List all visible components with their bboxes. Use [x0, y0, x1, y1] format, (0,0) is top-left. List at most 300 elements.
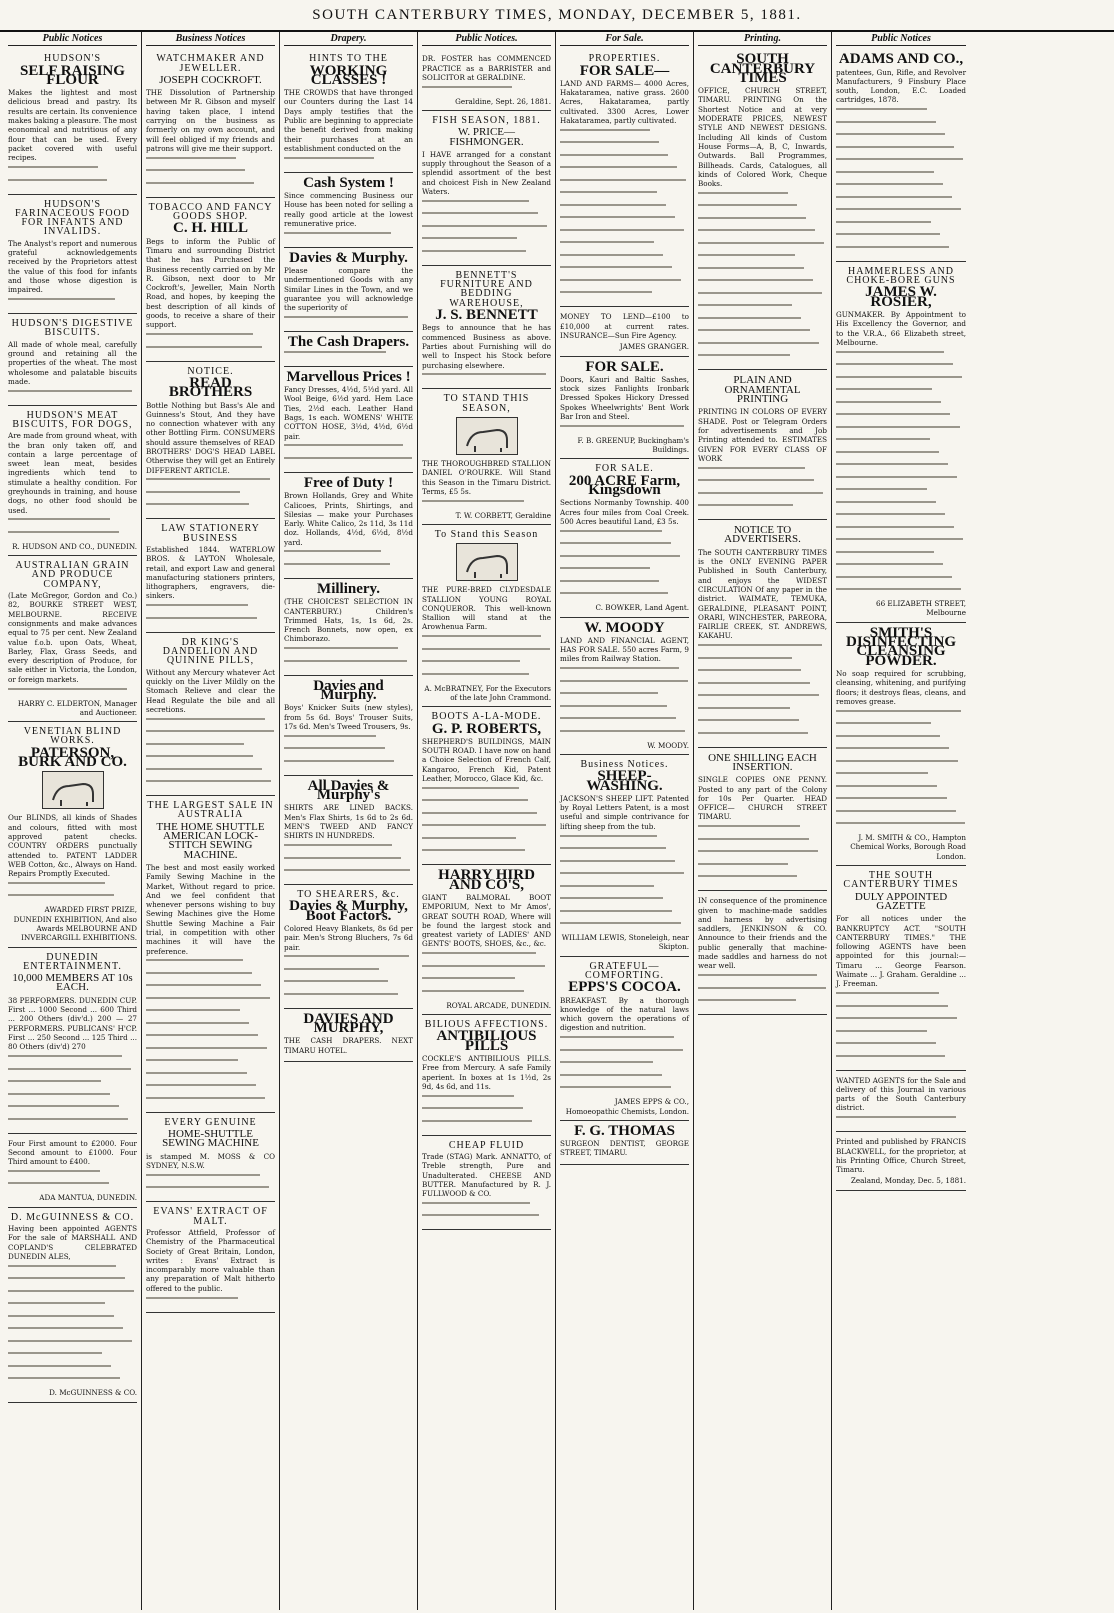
text-line	[560, 692, 689, 701]
text-line	[146, 768, 275, 777]
text-line	[836, 797, 966, 806]
ad-headline: Free of Duty !	[303, 474, 394, 491]
text-line	[8, 298, 137, 307]
text-line	[422, 1214, 551, 1223]
text-line	[836, 376, 966, 385]
text-line	[284, 968, 413, 977]
text-line	[698, 504, 827, 513]
text-line	[836, 760, 966, 769]
text-line	[836, 413, 966, 422]
text-line	[698, 204, 827, 213]
ad-body-text: THE PURE-BRED CLYDESDALE STALLION YOUNG ROYAL CONQUEROR. This well-known Stallion will stand at the Arowhenua Farm.	[422, 585, 551, 632]
ad-body-text: Begs to announce that he has commenced Business as above. Parties about Furnishing will do well to Inspect his Stock before purchasing elsewhere.	[422, 323, 551, 370]
text-line	[836, 513, 966, 522]
text-line	[836, 735, 966, 744]
ad-body-text: I HAVE arranged for a constant supply throughout the Season of a splendid assortment of the best and choicest Fish in New Zealand Waters.	[422, 149, 551, 197]
ad-headline: SMITH'S DISINFECTING CLEANSING POWDER.	[845, 624, 957, 669]
text-line	[560, 530, 689, 539]
text-line	[560, 279, 689, 288]
ad-headline: Davies & Murphy, Boot Factors.	[289, 898, 408, 924]
ad-title: HUDSON'S	[43, 53, 102, 65]
text-line	[836, 747, 966, 756]
advertisement	[698, 748, 827, 892]
text-line	[698, 999, 827, 1008]
ad-body-text: 38 PERFORMERS. DUNEDIN CUP. First ... 1000 Second ... 600 Third ... 200 Others (div'd.) 200 — 27 PERFORMERS. PUBLICANS' H'CP. First ... 250 Second ... 125 Third ... 80 Others (div'd) 270	[8, 995, 137, 1052]
advertisement	[560, 957, 689, 1121]
text-line	[836, 1005, 966, 1014]
ad-body-text: OFFICE, CHURCH STREET, TIMARU. PRINTING On the Shortest Notice and at very MODERATE PRICES, NEWEST STYLE AND NEWEST DESIGNS. Including All kinds of Custom House Forms—A, B, C, Inwards, Outwards. Ball Programmes, Billheads. Cards, Catalogues, all kinds of Colored Work, Cheque Books.	[698, 86, 827, 189]
column-4	[418, 32, 556, 1610]
ad-body-text: Makes the lightest and most delicious bread and pastry. Its results are certain. Its convenience makes baking a pleasure. The most economical and nutritious of any flour that can be used. Every packet covered with useful recipes.	[8, 88, 138, 163]
text-line	[422, 837, 551, 846]
advertisement	[8, 195, 137, 314]
text-line	[836, 133, 966, 142]
text-line	[8, 1327, 137, 1336]
text-line	[698, 732, 827, 741]
text-line	[8, 1105, 137, 1114]
text-line	[284, 660, 413, 669]
text-line	[560, 1086, 689, 1095]
advertisement	[284, 367, 413, 473]
ad-signature: JAMES GRANGER.	[619, 342, 689, 352]
text-line	[146, 503, 275, 512]
text-line	[698, 354, 827, 363]
text-line	[8, 1290, 137, 1299]
column-7	[832, 32, 970, 1610]
ad-body-text: WANTED AGENTS for the Sale and delivery of this Journal in various parts of the South Canterbury district.	[836, 1075, 966, 1113]
text-line	[698, 838, 827, 847]
ad-body-text: COCKLE'S ANTIBILIOUS PILLS. Free from Mercury. A safe Family aperient. In boxes at 1s 1½d, 2s 9d, 4s 6d, and 11s.	[422, 1053, 551, 1091]
ad-signature: AWARDED FIRST PRIZE, DUNEDIN EXHIBITION, And also Awards MELBOURNE AND INVERCARGILL EXHIBITIONS.	[13, 905, 137, 943]
text-line	[422, 200, 551, 209]
ad-signature: JAMES EPPS & CO., Homoeopathic Chemists, London.	[565, 1097, 689, 1116]
ad-subheadline: W. PRICE—FISHMONGER.	[449, 126, 524, 148]
text-line	[422, 648, 551, 657]
text-line	[422, 1120, 551, 1129]
text-line	[422, 237, 551, 246]
ad-headline: JAMES W. ROSIER,	[865, 284, 937, 310]
text-line	[698, 875, 827, 884]
text-line	[284, 857, 413, 866]
text-line	[8, 1315, 137, 1324]
text-line	[146, 972, 275, 981]
text-line	[560, 717, 689, 726]
text-line	[422, 1095, 551, 1104]
advertisement	[836, 262, 966, 623]
masthead	[0, 0, 1114, 32]
text-line	[560, 555, 689, 564]
text-line	[836, 476, 966, 485]
text-line	[8, 1302, 137, 1311]
ad-headline: EPPS'S COCOA.	[568, 979, 681, 996]
text-line	[8, 1265, 137, 1274]
text-line	[146, 1097, 275, 1106]
ad-body-text: Brown Hollands, Grey and White Calicoes, Prints, Shirtings, and Silesias — make your Purchases Early. White Calico, 2s 11d, 3s 11d doz. Hollands, 4½d, 6½d, 8½d yard.	[284, 491, 413, 547]
ad-headline: ANTIBILIOUS PILLS	[436, 1028, 537, 1054]
advertisement	[284, 173, 413, 248]
ad-title: D. McGUINNESS & CO.	[10, 1211, 135, 1223]
text-line	[836, 363, 966, 372]
text-line	[560, 897, 689, 906]
ad-body-text: Sections Normanby Township. 400 Acres four miles from Coal Creek. 500 Acres beautiful Land, £3 5s.	[560, 498, 689, 526]
text-line	[836, 171, 966, 180]
text-line	[698, 467, 827, 476]
ad-title: PROPERTIES.	[588, 53, 661, 65]
advertisement	[698, 49, 827, 370]
text-line	[146, 1186, 275, 1195]
text-line	[146, 1022, 275, 1031]
text-line	[422, 373, 551, 382]
ad-title: TO SHEARERS, &c.	[297, 889, 400, 901]
text-line	[698, 644, 827, 653]
advertisement	[422, 49, 551, 111]
text-line	[698, 254, 827, 263]
text-line	[422, 1107, 551, 1116]
ad-body-text: SURGEON DENTIST, GEORGE STREET, TIMARU.	[560, 1139, 689, 1158]
text-line	[836, 1017, 966, 1026]
text-line	[698, 267, 827, 276]
text-line	[560, 667, 689, 676]
text-line	[560, 229, 689, 238]
ad-title: HAMMERLESS AND CHOKE-BORE GUNS	[846, 265, 956, 287]
text-line	[146, 718, 275, 727]
ad-body-text: THE CASH DRAPERS. NEXT TIMARU HOTEL.	[284, 1036, 413, 1055]
ad-body-text: THE THOROUGHBRED STALLION DANIEL O'ROURKE. Will Stand this Season in the Timaru District. Terms, £5 5s.	[422, 458, 551, 496]
text-line	[284, 550, 413, 559]
text-line	[8, 1118, 137, 1127]
text-line	[146, 997, 275, 1006]
text-line	[560, 680, 689, 689]
ad-signature: F. B. GREENUP, Buckingham's Buildings.	[577, 435, 689, 455]
text-line	[836, 1116, 966, 1125]
text-line	[146, 346, 275, 355]
text-line	[8, 688, 137, 697]
text-line	[836, 1030, 966, 1039]
text-line	[560, 592, 689, 601]
ad-title: TOBACCO AND FANCY GOODS SHOP.	[148, 201, 273, 223]
ad-signature: ROYAL ARCADE, DUNEDIN.	[446, 1000, 551, 1010]
ad-headline: SOUTH CANTERBURY TIMES	[709, 51, 816, 86]
advertisement	[284, 676, 413, 776]
ad-title: CHEAP FLUID	[448, 1139, 525, 1151]
ad-body-text: The best and most easily worked Family Sewing Machine in the Market, Without regard to price. And we feel confident that whenever persons wishing to buy Sewing Machines give the Home Shuttle Sewing Machine a Fair trial, in competition with other machines it will have the preference.	[146, 862, 275, 956]
text-line	[146, 1297, 275, 1306]
text-line	[560, 216, 689, 225]
text-line	[836, 246, 966, 255]
text-line	[836, 388, 966, 397]
text-line	[146, 1047, 275, 1056]
ad-headline: PATERSON, BURK AND CO.	[18, 744, 127, 771]
ad-subheadline: JOSEPH COCKROFT.	[159, 73, 262, 86]
ad-body-text: patentees, Gun, Rifle, and Revolver Manufacturers, 9 Finsbury Place south, London, E.C. Loaded cartridges, 1878.	[836, 67, 966, 105]
advertisement	[422, 865, 551, 1015]
text-line	[698, 669, 827, 678]
advertisement	[422, 111, 551, 266]
text-line	[422, 799, 551, 808]
text-line	[284, 869, 413, 878]
ad-title: HINTS TO THE	[309, 53, 388, 65]
text-line	[836, 221, 966, 230]
text-line	[560, 885, 689, 894]
text-line	[698, 342, 827, 351]
advertisement	[284, 473, 413, 579]
text-line	[560, 266, 689, 275]
ad-signature: ADA MANTUA, DUNEDIN.	[39, 1193, 137, 1203]
text-line	[560, 291, 689, 300]
text-line	[698, 304, 827, 313]
text-line	[8, 894, 137, 903]
advertisement	[284, 49, 413, 172]
text-line	[560, 542, 689, 551]
ad-body-text: LAND AND FARMS— 4000 Acres, Hakataramea, native grass. 2600 Acres, Hakataramea, partly cultivated. 3300 Acres, Lower Hakataramea, partly cultivated.	[560, 78, 689, 126]
ad-body-text: No soap required for scrubbing, cleansing, whitening, and purifying floors; it destroys fleas, cleans, and removes grease.	[836, 668, 966, 706]
ad-signature: 66 ELIZABETH STREET, Melbourne	[876, 599, 966, 618]
ad-subheadline: DULY APPOINTED GAZETTE	[854, 890, 948, 912]
advertisement	[836, 866, 966, 1071]
text-line	[836, 196, 966, 205]
advertisement	[560, 459, 689, 617]
ad-headline: Millinery.	[317, 580, 380, 597]
text-line	[560, 129, 689, 138]
ad-body-text: Our BLINDS, all kinds of Shades and colours, fitted with most approved patent checks. COUNTRY ORDERS punctually attended to. PATENT LADDER WEB Cotton, &c., Always on Hand. Repairs Promptly Executed.	[8, 813, 137, 879]
ad-body-text: All made of whole meal, carefully ground and retaining all the properties of the wheat. The most wholesome and palatable biscuits made.	[8, 339, 137, 386]
text-line	[284, 844, 413, 853]
text-line	[836, 772, 966, 781]
ad-body-text: MONEY TO LEND—£100 to £10,000 at current rates. INSURANCE—Sun Fire Agency.	[560, 312, 689, 340]
text-line	[8, 179, 137, 188]
ad-headline: 200 ACRE Farm, Kingsdown	[568, 472, 681, 499]
ad-title: VENETIAN BLIND WORKS.	[23, 726, 122, 747]
text-line	[698, 657, 827, 666]
text-line	[422, 660, 551, 669]
advertisement	[560, 1121, 689, 1165]
ad-title: LAW STATIONERY BUSINESS	[161, 523, 260, 544]
ad-title: AUSTRALIAN GRAIN AND PRODUCE COMPANY,	[15, 560, 130, 590]
advertisement	[836, 49, 966, 261]
advertisement	[560, 618, 689, 755]
ad-headline: Cash System !	[303, 174, 394, 191]
ad-title: Business Notices.	[580, 759, 669, 770]
advertisement	[8, 49, 137, 194]
text-line	[560, 204, 689, 213]
text-line	[146, 1084, 275, 1093]
text-line	[8, 1093, 137, 1102]
text-line	[836, 551, 966, 560]
text-line	[560, 1061, 689, 1070]
text-line	[836, 108, 966, 117]
ad-headline: W. MOODY	[584, 619, 665, 636]
ad-headline: FOR SALE.	[585, 358, 664, 375]
text-line	[284, 457, 413, 466]
ad-headline: ADAMS AND CO.,	[838, 51, 964, 68]
ad-signature: Zealand, Monday, Dec. 5, 1881.	[850, 1176, 966, 1186]
text-line	[284, 563, 413, 572]
ad-subheadline: NOTICE TO ADVERTISERS.	[724, 524, 801, 546]
text-line	[8, 390, 137, 399]
engraving-illustration	[456, 417, 518, 455]
ad-title: HUDSON'S DIGESTIVE BISCUITS.	[11, 318, 134, 339]
ad-headline: J. S. BENNETT	[435, 307, 538, 324]
ad-headline: DAVIES AND MURPHY,	[303, 1010, 394, 1037]
ad-headline: SELF RAISING FLOUR	[20, 62, 125, 88]
text-line	[146, 157, 275, 166]
advertisement	[8, 406, 137, 557]
text-line	[422, 86, 551, 95]
text-line	[146, 743, 275, 752]
ad-body-text: Four First amount to £2000. Four Second amount to £1000. Four Third amount to £400.	[8, 1138, 137, 1167]
engraving-illustration	[456, 543, 518, 581]
column-heading: Business Notices	[146, 34, 275, 46]
text-line	[146, 959, 275, 968]
ad-body-text: GIANT BALMORAL BOOT EMPORIUM, Next to Mr Amos', GREAT SOUTH ROAD, Where will be found the largest stock and greatest variety of LADIES' AND GENTS' BOOTS, SHOES, &c., &c.	[422, 892, 551, 949]
ad-body-text: DR. FOSTER has COMMENCED PRACTICE as a BARRISTER and SOLICITOR at GERALDINE.	[422, 54, 551, 82]
text-line	[698, 682, 827, 691]
ad-body-text: (Late McGregor, Gordon and Co.) 82, BOURKE STREET WEST, MELBOURNE. RECEIVE consignments and make advances equal to 75 per cent. New Zealand value f.o.b. upon Oats, Wheat, Barley, Flax, Grass Seeds, and every description of Produce, for sale either in Victoria, the London, or foreign markets.	[8, 591, 137, 684]
ad-body-text: Having been appointed AGENTS For the sale of MARSHALL AND COPLAND'S CELEBRATED DUNEDIN ALES,	[8, 1224, 137, 1261]
advertisement	[146, 796, 275, 1113]
text-line	[836, 488, 966, 497]
text-line	[8, 1068, 137, 1077]
text-line	[836, 351, 966, 360]
ad-body-text: GUNMAKER. By Appointment to His Excellency the Governor, and to the V.R.A., 66 Elizabeth street, Melbourne.	[836, 309, 966, 347]
ad-body-text: Established 1844. WATERLOW BROS. & LAYTON Wholesale, retail, and export Law and general manufacturing stationers printers, lithographers, engravers, die-sinkers.	[146, 544, 275, 601]
text-line	[836, 563, 966, 572]
advertisement	[284, 1009, 413, 1062]
text-line	[8, 1352, 137, 1361]
ad-headline: C. H. HILL	[172, 220, 248, 237]
text-line	[8, 531, 137, 540]
text-line	[560, 922, 689, 931]
ad-body-text: Printed and published by FRANCIS BLACKWELL, for the proprietor, at his Printing Office, Church Street, Timaru.	[836, 1137, 966, 1175]
ad-title: FOR SALE.	[595, 463, 654, 475]
text-line	[560, 179, 689, 188]
ad-headline: READ BROTHERS	[168, 374, 253, 401]
ad-body-text: SINGLE COPIES ONE PENNY. Posted to any part of the Colony for 10s Per Quarter. HEAD OFFICE— CHURCH STREET TIMARU.	[698, 775, 827, 822]
text-line	[8, 1365, 137, 1374]
ad-title: BOOTS A-LA-MODE.	[431, 711, 542, 723]
ad-headline: Davies & Murphy.	[289, 249, 408, 266]
text-line	[146, 169, 275, 178]
text-line	[836, 233, 966, 242]
advertisement	[422, 266, 551, 389]
text-line	[8, 1340, 137, 1349]
ad-title: EVANS' EXTRACT OF MALT.	[153, 1206, 268, 1227]
ad-body-text: is stamped M. MOSS & CO SYDNEY, N.S.W.	[146, 1151, 275, 1171]
text-line	[146, 617, 275, 626]
advertisement	[560, 357, 689, 460]
column-heading: For Sale.	[560, 34, 689, 46]
advertisement	[836, 623, 966, 866]
text-line	[836, 426, 966, 435]
text-line	[836, 576, 966, 585]
text-line	[8, 1277, 137, 1286]
text-line	[422, 824, 551, 833]
text-line	[146, 604, 275, 613]
text-line	[560, 872, 689, 881]
advertisement	[698, 891, 827, 1015]
column-heading: Public Notices	[836, 34, 966, 46]
text-line	[560, 1036, 689, 1045]
ad-body-text: (THE CHOICEST SELECTION IN CANTERBURY.) Children's Trimmed Hats, 1s, 1s 6d, 2s. French Bonnets, now open, ex Chimborazo.	[284, 597, 413, 644]
ad-body-text: LAND AND FINANCIAL AGENT, HAS FOR SALE. 550 acres Farm, 9 miles from Railway Station.	[560, 635, 689, 664]
text-line	[8, 1080, 137, 1089]
text-line	[422, 500, 551, 509]
ad-title: HUDSON'S FARINACEOUS FOOD FOR INFANTS AND INVALIDS.	[15, 198, 130, 238]
ad-subheadline: HOME-SHUTTLE SEWING MACHINE	[162, 1128, 259, 1150]
text-line	[8, 882, 137, 891]
column-heading: Public Notices.	[422, 34, 551, 46]
text-line	[146, 1174, 275, 1183]
text-line	[284, 232, 413, 241]
ad-headline: The Cash Drapers.	[287, 334, 410, 351]
text-line	[836, 810, 966, 819]
advertisement	[284, 248, 413, 332]
text-line	[836, 785, 966, 794]
text-line	[146, 333, 275, 342]
text-line	[698, 987, 827, 996]
advertisement	[422, 1015, 551, 1136]
column-3	[280, 32, 418, 1610]
ad-body-text: Without any Mercury whatever Act quickly on the Liver Mildly on the Stomach Relieve and clear the Head Regulate the bile and all secretions.	[146, 667, 275, 714]
advertisement	[8, 314, 137, 406]
ad-body-text: Please compare the undermentioned Goods with any Similar Lines in the Town, and we guarantee you will acknowledge the superiority of	[284, 266, 413, 313]
advertisement	[146, 198, 275, 362]
text-line	[836, 183, 966, 192]
text-line	[284, 316, 413, 325]
text-line	[560, 847, 689, 856]
ad-headline: Marvellous Prices !	[286, 368, 411, 385]
ad-body-text: IN consequence of the prominence given to machine-made saddles and harness by advertising saddlers, JENKINSON & CO. Announce to their friends and the public generally that machine-made saddles and harness do not wear well.	[698, 896, 827, 971]
ad-title: TO STAND THIS SEASON,	[443, 393, 530, 414]
ad-body-text: THE CROWDS that have thronged our Counters during the Last 14 Days amply testifies that the Public are beginning to appreciate the benefit derived from making their purchases at an establishment conducted on the	[284, 88, 413, 153]
text-line	[836, 501, 966, 510]
advertisement	[560, 755, 689, 957]
text-line	[698, 192, 827, 201]
ad-headline: All Davies & Murphy's	[307, 777, 390, 804]
text-line	[284, 444, 413, 453]
advertisement	[8, 556, 137, 722]
text-line	[560, 730, 689, 739]
ad-subheadline: PLAIN AND ORNAMENTAL PRINTING	[724, 374, 801, 406]
text-line	[836, 588, 966, 597]
text-line	[284, 993, 413, 1002]
text-line	[146, 780, 275, 789]
text-line	[422, 965, 551, 974]
ad-body-text: Since commencing Business our House has been noted for selling a really good article at the lowest remunerative price.	[284, 191, 413, 228]
engraving-illustration	[42, 771, 104, 809]
text-line	[836, 463, 966, 472]
text-line	[8, 1170, 137, 1179]
ad-body-text: Doors, Kauri and Baltic Sashes, stock sizes Fanlights Ironbark Dressed Spokes Hickory Dressed Spokes Wheelwrights' Bent Work Bar Iron and Steel.	[560, 374, 689, 422]
text-line	[698, 863, 827, 872]
text-line	[560, 910, 689, 919]
ad-body-text: BREAKFAST. By a thorough knowledge of the natural laws which govern the operations of digestion and nutrition.	[560, 995, 689, 1033]
text-line	[560, 166, 689, 175]
text-line	[836, 401, 966, 410]
text-line	[836, 822, 966, 831]
text-line	[560, 254, 689, 263]
text-line	[836, 121, 966, 130]
text-line	[146, 755, 275, 764]
ad-headline: FOR SALE—	[579, 62, 670, 79]
text-line	[422, 849, 551, 858]
ad-headline: HARRY HIRD AND CO'S,	[438, 867, 535, 893]
text-line	[422, 812, 551, 821]
ad-body-text: Fancy Dresses, 4½d, 5½d yard. All Wool Beige, 6½d yard. Hem Lace Ties, 2½d each. Leather Hand Bags, 1s each. WOMENS' WHITE COTTON HOSE, 3½d, 4½d, 6½d pair.	[284, 385, 413, 441]
text-line	[284, 351, 413, 360]
advertisement	[146, 519, 275, 632]
text-line	[8, 1055, 137, 1064]
